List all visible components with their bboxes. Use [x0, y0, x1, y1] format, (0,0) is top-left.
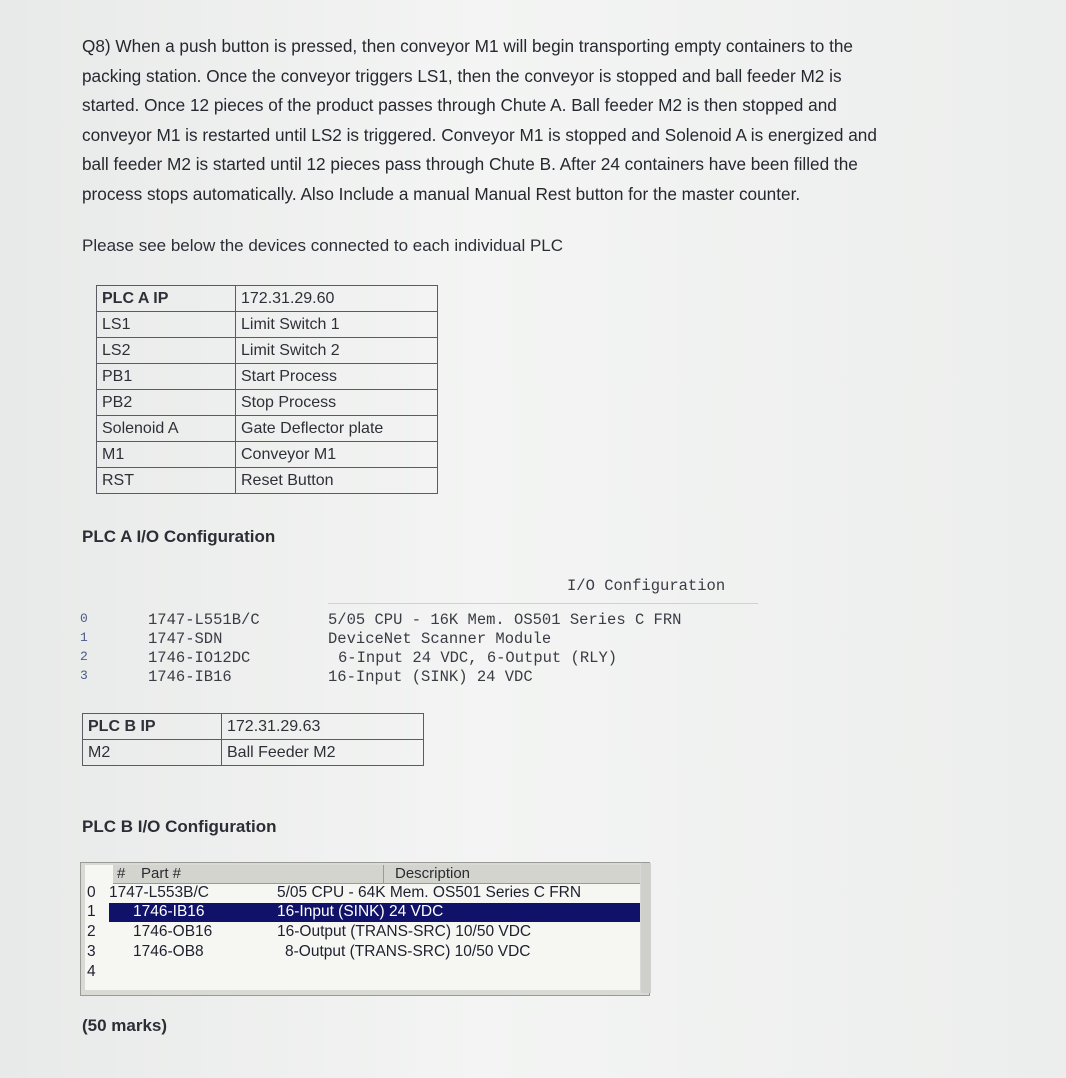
table-cell: 172.31.29.60	[236, 286, 438, 312]
table-row[interactable]	[85, 884, 640, 903]
plc-a-io-title: PLC A I/O Configuration	[82, 527, 276, 546]
part-number: 1747-L551B/C	[148, 611, 260, 629]
table-row	[97, 312, 438, 338]
table-cell: Start Process	[236, 364, 438, 390]
column-divider	[383, 865, 384, 883]
slot-number: 3	[80, 668, 88, 683]
table-cell: 172.31.29.63	[222, 714, 424, 740]
marks-label: (50 marks)	[82, 1016, 168, 1035]
table-row	[83, 714, 424, 740]
list-item	[80, 668, 780, 687]
plc-a-device-table	[96, 285, 438, 494]
column-header-num[interactable]: #	[117, 865, 126, 882]
module-description: 16-Input (SINK) 24 VDC	[277, 903, 444, 920]
module-description: DeviceNet Scanner Module	[328, 630, 552, 648]
slot-number: 0	[87, 884, 96, 901]
column-header-part[interactable]: Part #	[141, 865, 182, 882]
slot-number: 0	[80, 611, 88, 626]
plc-a-io-list	[80, 611, 780, 687]
table-row[interactable]	[85, 923, 640, 942]
table-cell: Ball Feeder M2	[222, 740, 424, 766]
table-row	[97, 390, 438, 416]
part-number: 1746-OB16	[133, 923, 213, 940]
table-row	[97, 442, 438, 468]
part-number: 1747-SDN	[148, 630, 223, 648]
question-line: conveyor M1 is restarted until LS2 is triggered. Conveyor M1 is stopped and Solenoid A is energized and	[82, 124, 877, 145]
intro-text: Please see below the devices connected to each individual PLC	[82, 236, 564, 255]
table-cell: M1	[97, 442, 236, 468]
table-row	[97, 468, 438, 494]
module-description: 5/05 CPU - 64K Mem. OS501 Series C FRN	[277, 884, 582, 901]
list-item	[80, 649, 780, 668]
slot-number: 1	[80, 630, 88, 645]
plc-b-rack-list	[80, 862, 650, 996]
slot-number: 1	[87, 903, 96, 920]
table-cell: LS2	[97, 338, 236, 364]
table-row[interactable]	[85, 943, 640, 962]
table-cell: Solenoid A	[97, 416, 236, 442]
question-line: packing station. Once the conveyor triggers LS1, then the conveyor is stopped and ball feeder M2 is	[82, 65, 842, 86]
slot-number: 2	[80, 649, 88, 664]
table-cell: PLC A IP	[97, 286, 236, 312]
table-row	[83, 740, 424, 766]
table-cell: M2	[83, 740, 222, 766]
part-number: 1746-IO12DC	[148, 649, 251, 667]
list-item	[80, 630, 780, 649]
slot-number: 4	[87, 963, 96, 980]
io-config-header: I/O Configuration	[567, 577, 726, 595]
slot-number: 3	[87, 943, 96, 960]
table-cell: RST	[97, 468, 236, 494]
question-text	[82, 32, 982, 210]
table-row[interactable]	[85, 963, 640, 982]
question-line: started. Once 12 pieces of the product passes through Chute A. Ball feeder M2 is then stopped and	[82, 95, 837, 116]
table-row	[97, 416, 438, 442]
slot-number: 2	[87, 923, 96, 940]
list-item	[80, 611, 780, 630]
column-header-description[interactable]: Description	[395, 865, 471, 882]
question-line: process stops automatically. Also Include a manual Manual Rest button for the master counter.	[82, 183, 801, 204]
scrollbar[interactable]	[641, 863, 651, 993]
plc-b-device-table	[82, 713, 424, 766]
plc-b-io-title: PLC B I/O Configuration	[82, 817, 277, 836]
table-cell: Reset Button	[236, 468, 438, 494]
module-description: 8-Output (TRANS-SRC) 10/50 VDC	[285, 943, 531, 960]
table-cell: Limit Switch 2	[236, 338, 438, 364]
divider	[328, 603, 758, 604]
table-cell: Limit Switch 1	[236, 312, 438, 338]
table-row	[97, 364, 438, 390]
part-number: 1747-L553B/C	[109, 884, 209, 901]
rack-list-panel	[85, 865, 640, 990]
table-cell: PLC B IP	[83, 714, 222, 740]
question-line: Q8) When a push button is pressed, then conveyor M1 will begin transporting empty containers to the	[82, 36, 853, 56]
table-cell: PB1	[97, 364, 236, 390]
part-number: 1746-IB16	[133, 903, 205, 920]
module-description: 16-Input (SINK) 24 VDC	[328, 668, 533, 686]
question-line: ball feeder M2 is started until 12 pieces pass through Chute B. After 24 containers have been filled the	[82, 154, 858, 175]
table-cell: Stop Process	[236, 390, 438, 416]
module-description: 5/05 CPU - 16K Mem. OS501 Series C FRN	[328, 611, 682, 629]
table-cell: LS1	[97, 312, 236, 338]
part-number: 1746-IB16	[148, 668, 232, 686]
table-row	[97, 338, 438, 364]
module-description: 16-Output (TRANS-SRC) 10/50 VDC	[277, 923, 532, 940]
module-description: 6-Input 24 VDC, 6-Output (RLY)	[338, 649, 618, 667]
table-cell: PB2	[97, 390, 236, 416]
table-row-selected[interactable]	[85, 903, 640, 922]
part-number: 1746-OB8	[133, 943, 204, 960]
table-cell: Conveyor M1	[236, 442, 438, 468]
rack-list-header	[113, 865, 640, 884]
table-row	[97, 286, 438, 312]
table-cell: Gate Deflector plate	[236, 416, 438, 442]
